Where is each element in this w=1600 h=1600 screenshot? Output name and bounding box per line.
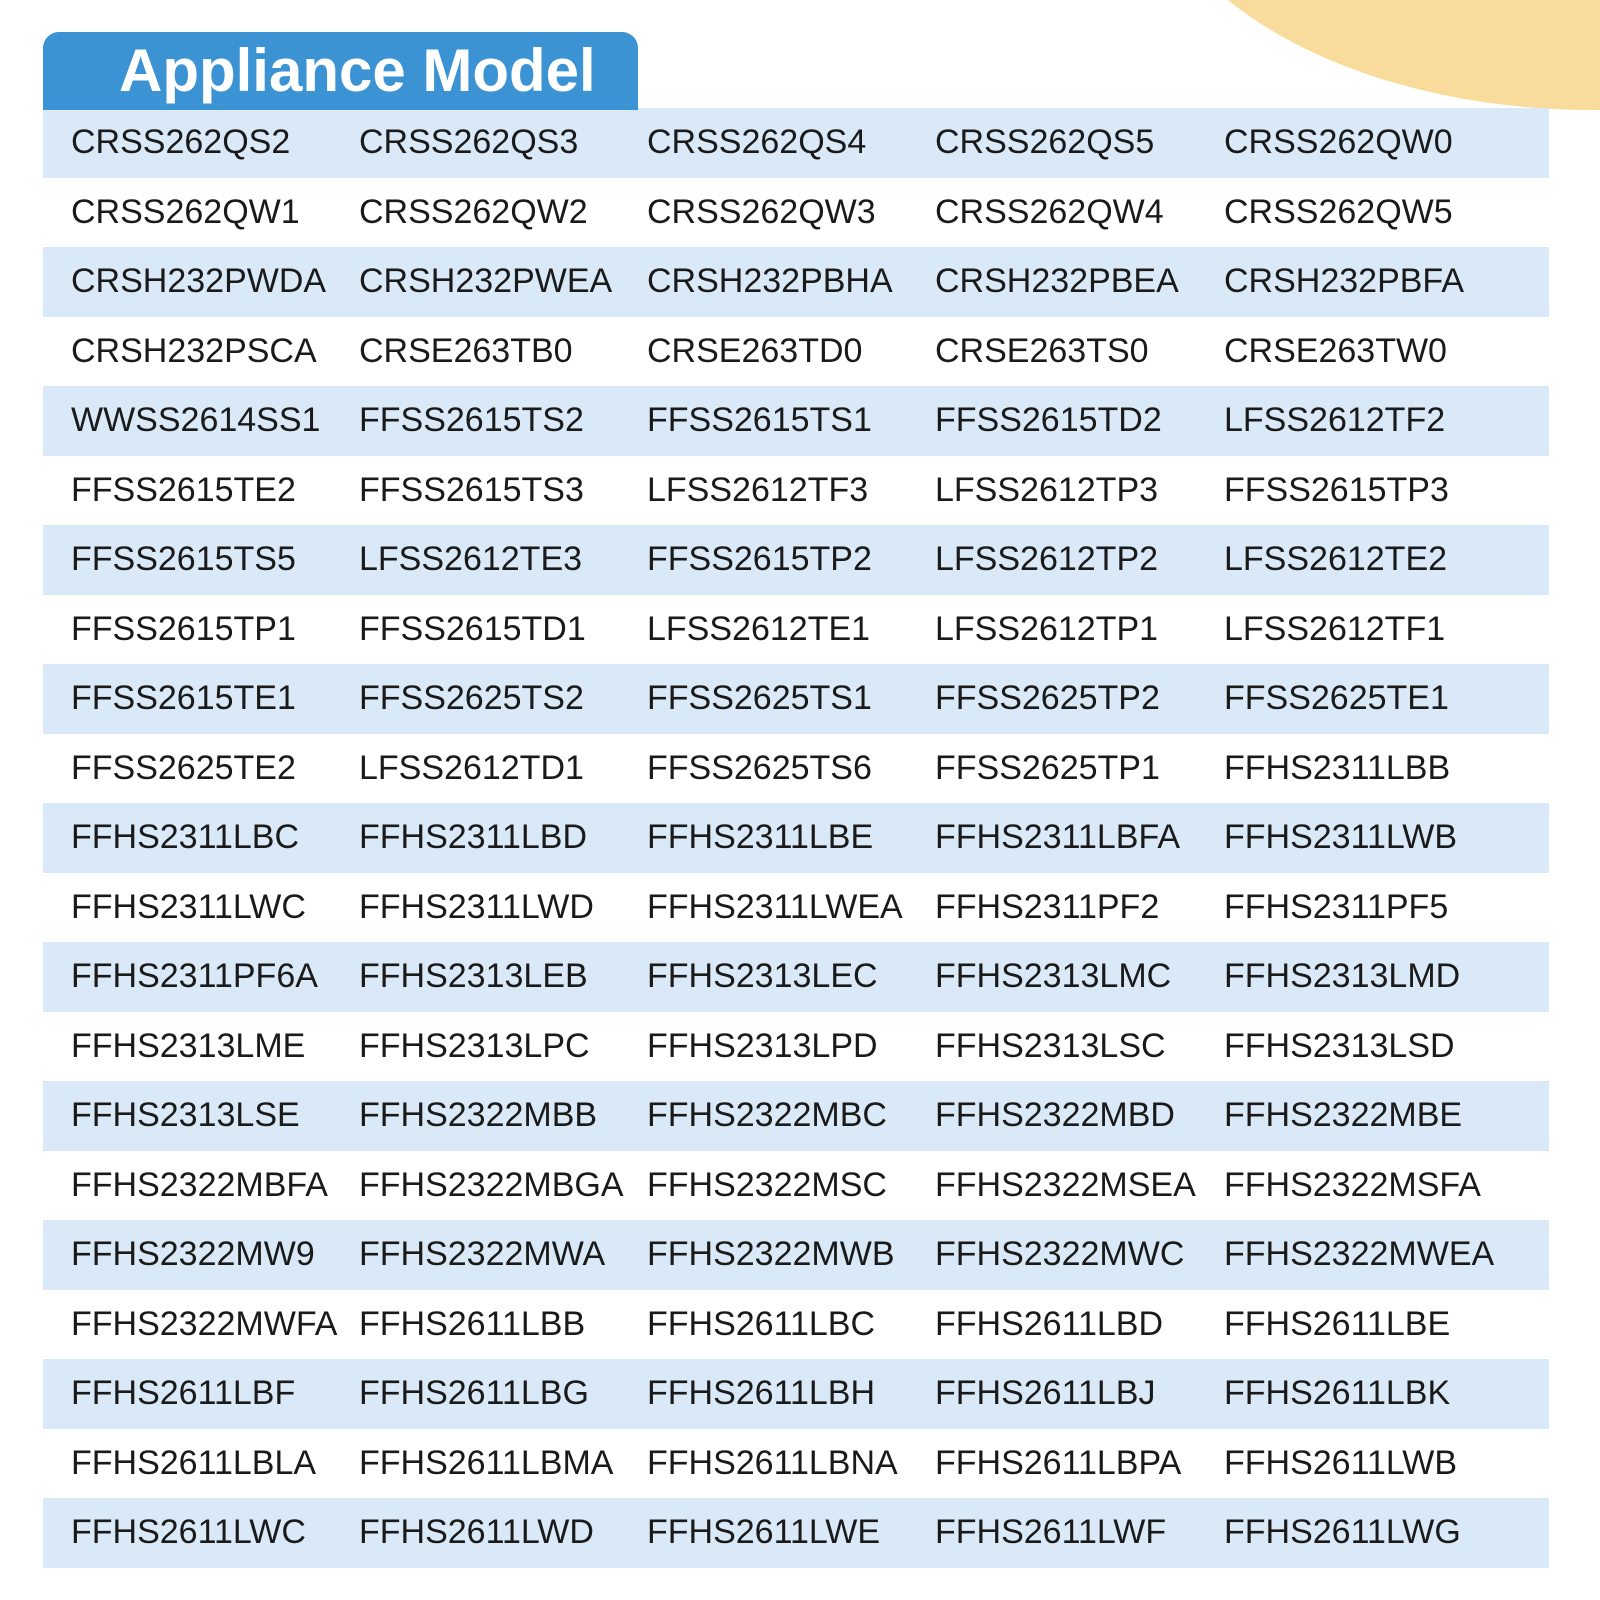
model-number-cell: FFSS2615TD1 — [331, 595, 619, 665]
model-number-cell: FFHS2322MBC — [619, 1081, 907, 1151]
model-number-cell: FFSS2615TD2 — [907, 386, 1196, 456]
model-number-cell: FFHS2322MBE — [1196, 1081, 1549, 1151]
model-number-cell: CRSS262QS2 — [43, 108, 331, 178]
table-row — [43, 1498, 1549, 1568]
model-number-cell: FFHS2313LEC — [619, 942, 907, 1012]
table-row — [43, 317, 1549, 387]
model-number-cell: LFSS2612TF3 — [619, 456, 907, 526]
model-number-cell: FFHS2322MWFA — [43, 1290, 331, 1360]
model-number-cell: CRSH232PWDA — [43, 247, 331, 317]
model-number-cell: LFSS2612TD1 — [331, 734, 619, 804]
model-number-cell: FFHS2311LWC — [43, 873, 331, 943]
model-number-cell: FFHS2313LSC — [907, 1012, 1196, 1082]
model-number-cell: LFSS2612TP3 — [907, 456, 1196, 526]
model-number-cell: FFSS2615TS2 — [331, 386, 619, 456]
model-number-cell: CRSS262QW3 — [619, 178, 907, 248]
model-number-cell: FFHS2313LSD — [1196, 1012, 1549, 1082]
model-number-cell: WWSS2614SS1 — [43, 386, 331, 456]
table-row — [43, 734, 1549, 804]
model-number-cell: FFSS2625TS2 — [331, 664, 619, 734]
model-number-cell: FFHS2311PF6A — [43, 942, 331, 1012]
model-number-cell: FFHS2611LBB — [331, 1290, 619, 1360]
model-number-cell: FFSS2615TS1 — [619, 386, 907, 456]
model-number-cell: FFHS2313LEB — [331, 942, 619, 1012]
model-number-cell: FFHS2313LPD — [619, 1012, 907, 1082]
table-row — [43, 178, 1549, 248]
table-row — [43, 108, 1549, 178]
model-number-cell: CRSH232PBFA — [1196, 247, 1549, 317]
model-number-cell: FFHS2311LWB — [1196, 803, 1549, 873]
model-number-cell: FFHS2611LBH — [619, 1359, 907, 1429]
model-number-cell: CRSS262QW4 — [907, 178, 1196, 248]
model-number-cell: LFSS2612TP1 — [907, 595, 1196, 665]
model-number-cell: FFHS2322MBB — [331, 1081, 619, 1151]
model-number-cell: FFSS2615TP2 — [619, 525, 907, 595]
model-number-cell: FFHS2322MBFA — [43, 1151, 331, 1221]
model-number-cell: FFHS2322MWC — [907, 1220, 1196, 1290]
model-number-cell: FFHS2322MWEA — [1196, 1220, 1549, 1290]
model-number-cell: FFHS2611LWE — [619, 1498, 907, 1568]
model-number-cell: CRSE263TD0 — [619, 317, 907, 387]
table-row — [43, 525, 1549, 595]
model-number-cell: LFSS2612TF1 — [1196, 595, 1549, 665]
table-row — [43, 386, 1549, 456]
model-number-cell: CRSS262QS4 — [619, 108, 907, 178]
model-number-cell: CRSS262QW2 — [331, 178, 619, 248]
model-number-cell: FFHS2311LBFA — [907, 803, 1196, 873]
model-number-cell: FFHS2611LBPA — [907, 1429, 1196, 1499]
model-number-cell: FFHS2611LBNA — [619, 1429, 907, 1499]
table-row — [43, 873, 1549, 943]
model-number-cell: LFSS2612TE3 — [331, 525, 619, 595]
model-number-cell: LFSS2612TP2 — [907, 525, 1196, 595]
model-number-cell: FFHS2322MSC — [619, 1151, 907, 1221]
model-number-cell: FFSS2615TE2 — [43, 456, 331, 526]
model-table-body — [43, 108, 1549, 1568]
model-number-cell: FFHS2322MSFA — [1196, 1151, 1549, 1221]
table-row — [43, 595, 1549, 665]
table-row — [43, 1359, 1549, 1429]
model-number-cell: FFHS2313LME — [43, 1012, 331, 1082]
model-number-cell: FFHS2322MW9 — [43, 1220, 331, 1290]
model-number-cell: CRSH232PWEA — [331, 247, 619, 317]
model-number-cell: CRSS262QW1 — [43, 178, 331, 248]
model-number-cell: FFHS2611LBG — [331, 1359, 619, 1429]
model-number-cell: FFHS2322MWB — [619, 1220, 907, 1290]
model-number-cell: FFSS2615TE1 — [43, 664, 331, 734]
model-number-cell: FFHS2313LMD — [1196, 942, 1549, 1012]
model-number-cell: FFHS2611LWD — [331, 1498, 619, 1568]
table-row — [43, 803, 1549, 873]
model-number-cell: FFHS2311LBE — [619, 803, 907, 873]
model-number-cell: LFSS2612TE1 — [619, 595, 907, 665]
model-number-cell: CRSH232PBEA — [907, 247, 1196, 317]
model-number-cell: CRSS262QS5 — [907, 108, 1196, 178]
model-number-cell: FFSS2615TP3 — [1196, 456, 1549, 526]
model-table — [43, 108, 1549, 1568]
model-number-cell: CRSS262QS3 — [331, 108, 619, 178]
model-number-cell: FFHS2611LWG — [1196, 1498, 1549, 1568]
table-row — [43, 1429, 1549, 1499]
model-number-cell: CRSE263TS0 — [907, 317, 1196, 387]
model-number-cell: FFSS2625TP2 — [907, 664, 1196, 734]
model-number-cell: FFHS2611LWF — [907, 1498, 1196, 1568]
model-number-cell: FFSS2615TS3 — [331, 456, 619, 526]
model-number-cell: FFHS2611LWB — [1196, 1429, 1549, 1499]
model-number-cell: FFHS2311PF5 — [1196, 873, 1549, 943]
model-number-cell: FFHS2313LSE — [43, 1081, 331, 1151]
table-row — [43, 247, 1549, 317]
model-number-cell: LFSS2612TE2 — [1196, 525, 1549, 595]
model-number-cell: FFSS2615TP1 — [43, 595, 331, 665]
model-number-cell: FFHS2322MBD — [907, 1081, 1196, 1151]
model-number-cell: FFSS2615TS5 — [43, 525, 331, 595]
model-number-cell: FFSS2625TE1 — [1196, 664, 1549, 734]
model-number-cell: FFSS2625TE2 — [43, 734, 331, 804]
model-number-cell: LFSS2612TF2 — [1196, 386, 1549, 456]
model-number-cell: FFHS2611LBE — [1196, 1290, 1549, 1360]
table-row — [43, 1220, 1549, 1290]
model-number-cell: CRSE263TB0 — [331, 317, 619, 387]
model-number-cell: FFHS2611LBK — [1196, 1359, 1549, 1429]
model-number-cell: CRSS262QW5 — [1196, 178, 1549, 248]
page-title: Appliance Model — [119, 37, 596, 104]
model-number-cell: FFHS2311LBD — [331, 803, 619, 873]
table-row — [43, 1081, 1549, 1151]
model-number-cell: FFHS2322MWA — [331, 1220, 619, 1290]
table-row — [43, 1290, 1549, 1360]
model-number-cell: FFHS2611LBJ — [907, 1359, 1196, 1429]
model-number-cell: FFHS2311LBB — [1196, 734, 1549, 804]
model-number-cell: FFHS2313LPC — [331, 1012, 619, 1082]
model-number-cell: FFHS2322MBGA — [331, 1151, 619, 1221]
model-number-cell: FFHS2311LWEA — [619, 873, 907, 943]
model-number-cell: FFHS2611LBLA — [43, 1429, 331, 1499]
decorative-corner-shape — [1143, 0, 1600, 110]
model-number-cell: FFSS2625TS6 — [619, 734, 907, 804]
table-row — [43, 1012, 1549, 1082]
model-number-cell: FFSS2625TS1 — [619, 664, 907, 734]
model-number-cell: FFHS2311LBC — [43, 803, 331, 873]
model-number-cell: FFHS2611LBMA — [331, 1429, 619, 1499]
model-number-cell: FFHS2313LMC — [907, 942, 1196, 1012]
model-number-cell: CRSH232PBHA — [619, 247, 907, 317]
model-number-cell: FFHS2322MSEA — [907, 1151, 1196, 1221]
model-number-cell: FFHS2611LBC — [619, 1290, 907, 1360]
table-row — [43, 1151, 1549, 1221]
model-number-cell: FFHS2311PF2 — [907, 873, 1196, 943]
table-row — [43, 456, 1549, 526]
model-number-cell: FFSS2625TP1 — [907, 734, 1196, 804]
table-row — [43, 942, 1549, 1012]
model-number-cell: FFHS2311LWD — [331, 873, 619, 943]
model-number-cell: CRSH232PSCA — [43, 317, 331, 387]
model-number-cell: CRSE263TW0 — [1196, 317, 1549, 387]
model-number-cell: FFHS2611LWC — [43, 1498, 331, 1568]
table-row — [43, 664, 1549, 734]
header-tab — [43, 32, 638, 110]
model-number-cell: CRSS262QW0 — [1196, 108, 1549, 178]
model-number-cell: FFHS2611LBD — [907, 1290, 1196, 1360]
model-number-cell: FFHS2611LBF — [43, 1359, 331, 1429]
